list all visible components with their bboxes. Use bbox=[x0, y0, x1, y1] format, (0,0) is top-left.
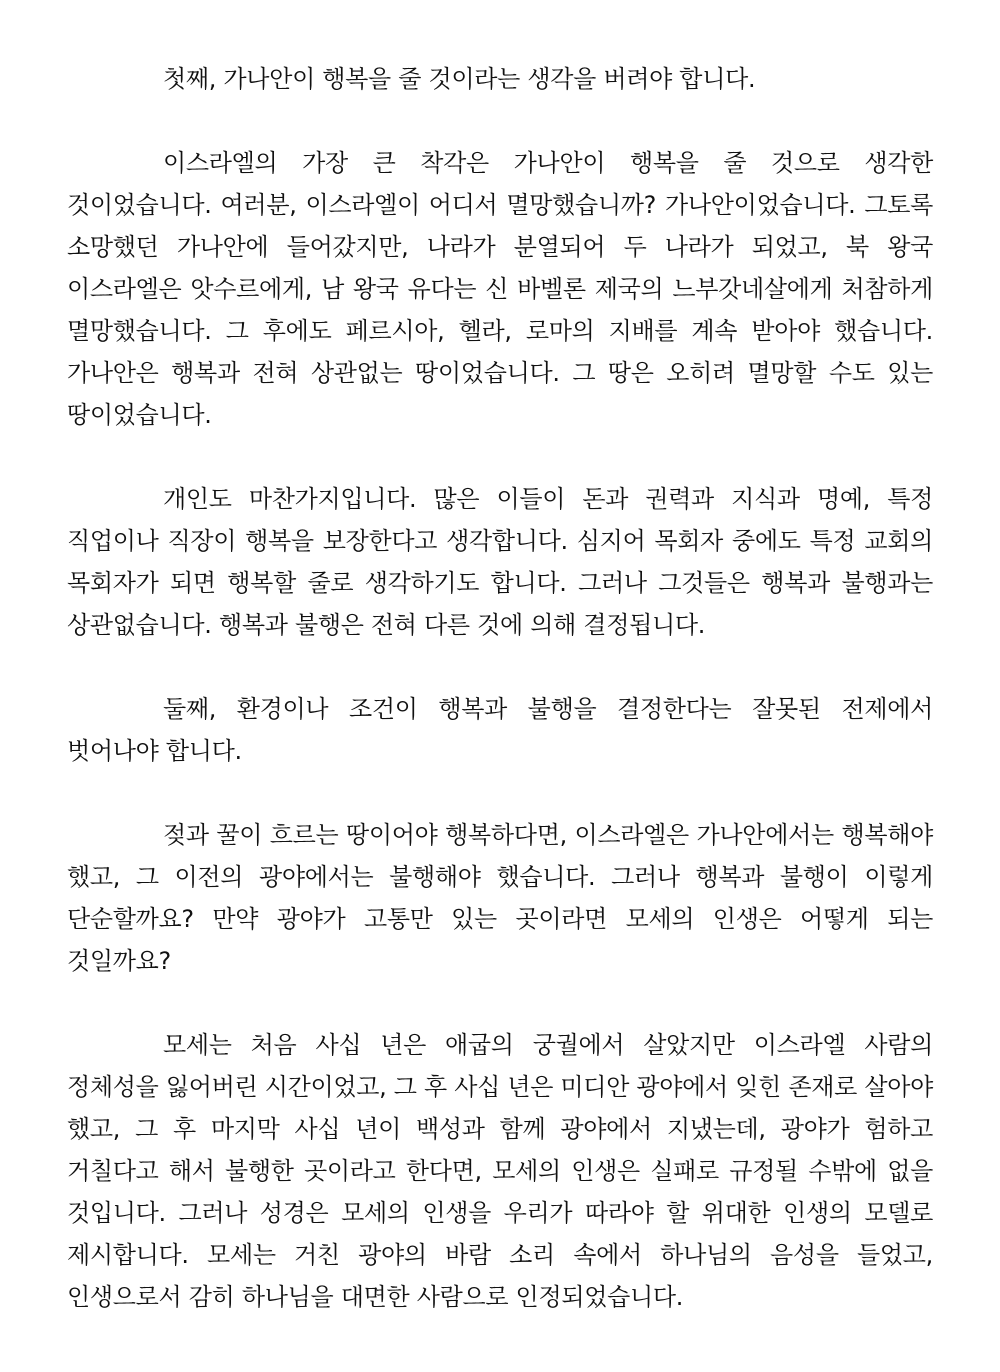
document-page bbox=[67, 58, 933, 1318]
paragraph-israel-canaan: 이스라엘의 가장 큰 착각은 가나안이 행복을 줄 것으로 생각한 것이었습니다. 여러분, 이스라엘이 어디서 멸망했습니까? 가나안이었습니다. 그토록 소망했던 가나안에 들어갔지만, 나라가 분열되어 두 나라가 되었고, 북 왕국 이스라엘은 앗수르에게, 남 왕국 유다는 신 바벨론 제국의 느부갓네살에게 처참하게 멸망했습니다. 그 후에도 페르시아, 헬라, 로마의 지배를 계속 받아야 했습니다. 가나안은 행복과 전혀 상관없는 땅이었습니다. 그 땅은 오히려 멸망할 수도 있는 땅이었습니다. bbox=[67, 149, 933, 429]
paragraph-individuals: 개인도 마찬가지입니다. 많은 이들이 돈과 권력과 지식과 명예, 특정 직업이나 직장이 행복을 보장한다고 생각합니다. 심지어 목회자 중에도 특정 교회의 목회자가 되면 행복할 줄로 생각하기도 합니다. 그러나 그것들은 행복과 불행과는 상관없습니다. 행복과 불행은 전혀 다른 것에 의해 결정됩니다. bbox=[67, 485, 933, 639]
paragraph-milk-and-honey: 젖과 꿀이 흐르는 땅이어야 행복하다면, 이스라엘은 가나안에서는 행복해야 했고, 그 이전의 광야에서는 불행해야 했습니다. 그러나 행복과 불행이 이렇게 단순할까요? 만약 광야가 고통만 있는 곳이라면 모세의 인생은 어떻게 되는 것일까요? bbox=[67, 821, 933, 975]
paragraph-moses: 모세는 처음 사십 년은 애굽의 궁궐에서 살았지만 이스라엘 사람의 정체성을 잃어버린 시간이었고, 그 후 사십 년은 미디안 광야에서 잊힌 존재로 살아야 했고, 그 후 마지막 사십 년이 백성과 함께 광야에서 지냈는데, 광야가 험하고 거칠다고 해서 불행한 곳이라고 한다면, 모세의 인생은 실패로 규정될 수밖에 없을 것입니다. 그러나 성경은 모세의 인생을 우리가 따라야 할 위대한 인생의 모델로 제시합니다. 모세는 거친 광야의 바람 소리 속에서 하나님의 음성을 들었고, 인생으로서 감히 하나님을 대면한 사람으로 인정되었습니다. bbox=[67, 1031, 934, 1311]
paragraph-first-point: 첫째, 가나안이 행복을 줄 것이라는 생각을 버려야 합니다. bbox=[163, 65, 756, 93]
paragraph-second-point: 둘째, 환경이나 조건이 행복과 불행을 결정한다는 잘못된 전제에서 벗어나야 합니다. bbox=[67, 695, 933, 765]
